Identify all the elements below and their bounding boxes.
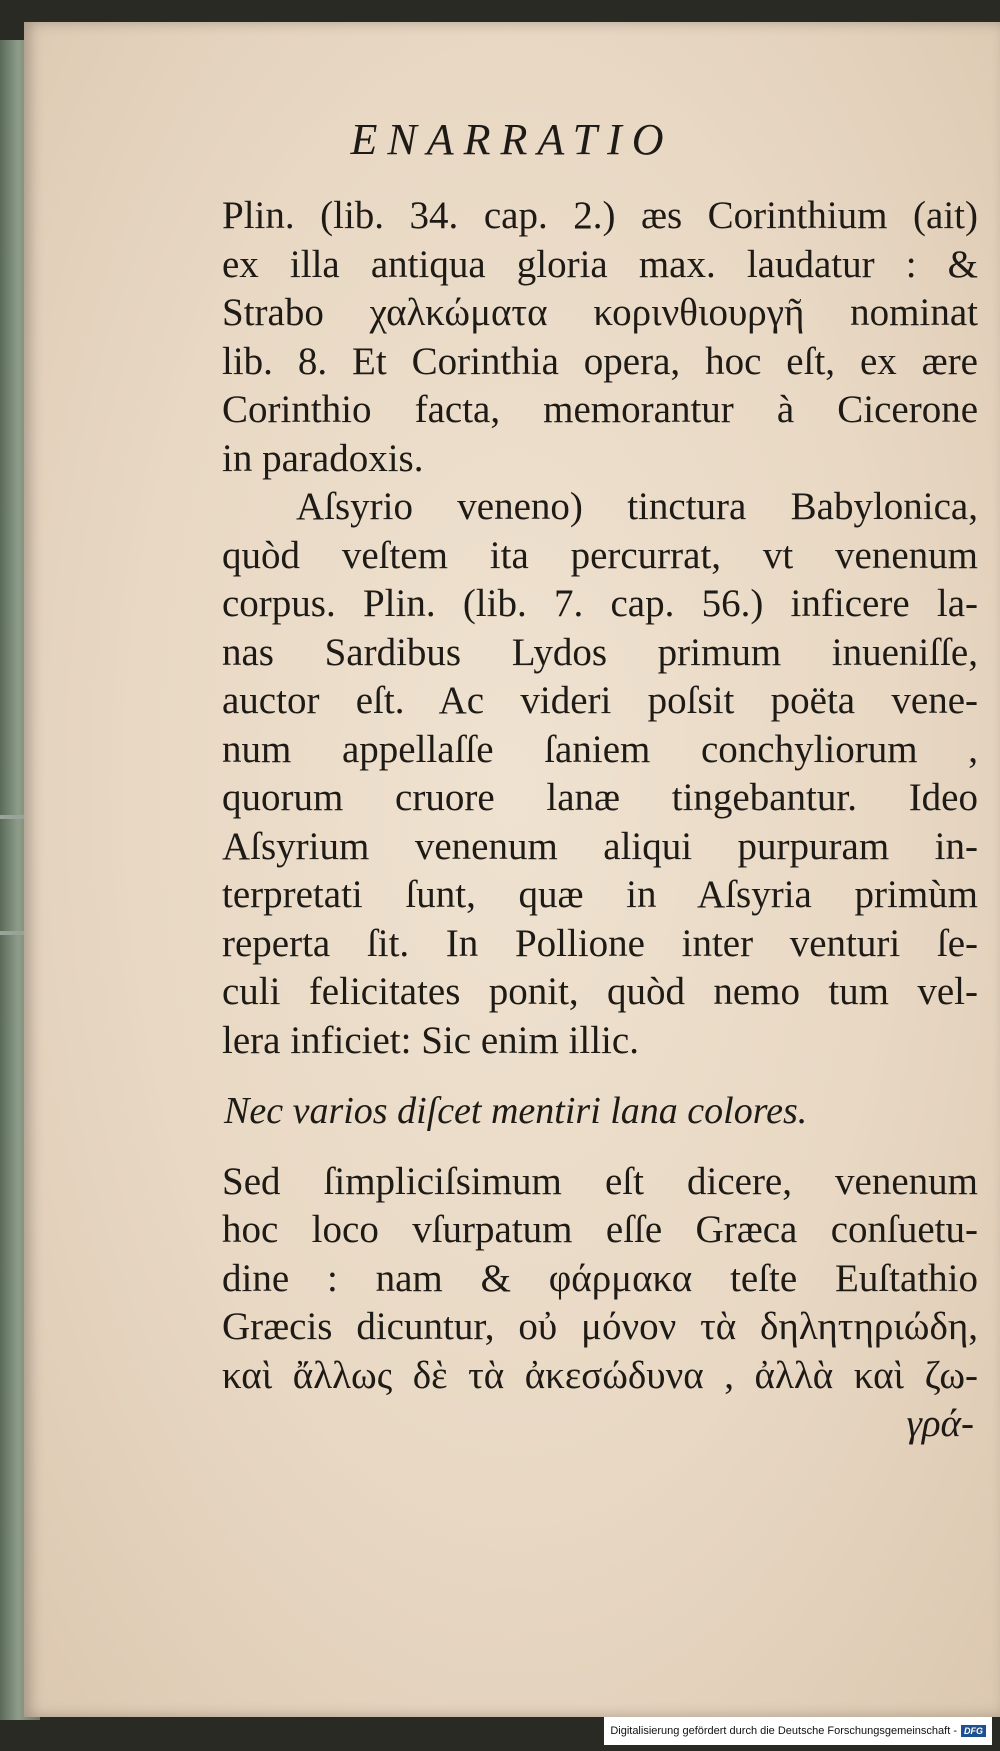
text-line: reperta ſit. In Pollione inter venturi ſe- xyxy=(222,921,978,965)
dfg-logo-icon: DFG xyxy=(961,1725,986,1737)
text-line: quòd veſtem ita percurrat, vt venenum xyxy=(222,533,978,577)
text-line: lib. 8. Et Corinthia opera, hoc eſt, ex ære xyxy=(222,339,978,383)
verse-quotation: Nec varios diſcet mentiri lana colores. xyxy=(224,1090,808,1132)
text-line: lera inficiet: Sic enim illic. xyxy=(222,1018,639,1062)
text-line: culi felicitates ponit, quòd nemo tum vel- xyxy=(222,970,978,1013)
text-line: in paradoxis. xyxy=(222,436,424,480)
text-line: Aſsyrium venenum aliqui purpuram in- xyxy=(222,824,978,868)
catchword: γρά- xyxy=(906,1402,974,1445)
text-line: καὶ ἄλλως δὲ τὰ ἀκεσώδυνα , ἀλλὰ καὶ ζω- xyxy=(222,1353,978,1397)
digitization-credit xyxy=(604,1717,992,1745)
page-text xyxy=(222,192,978,1449)
text-line: quorum cruore lanæ tingebantur. Ideo xyxy=(222,776,978,819)
text-line: terpretati ſunt, quæ in Aſsyria primùm xyxy=(222,873,978,916)
text-line: Corinthio facta, memorantur à Cicerone xyxy=(222,388,978,431)
text-line: hoc loco vſurpatum eſſe Græca conſuetu- xyxy=(222,1208,978,1251)
text-line: Plin. (lib. 34. cap. 2.) æs Corinthium (ait) xyxy=(222,194,978,237)
book-page xyxy=(24,22,1000,1717)
text-line: num appellaſſe ſaniem conchyliorum , xyxy=(222,727,978,771)
text-line: ex illa antiqua gloria max. laudatur : & xyxy=(222,242,978,286)
text-line: dine : nam & φάρμακα teſte Euſtathio xyxy=(222,1256,978,1300)
text-line: Aſsyrio veneno) tinctura Babylonica, xyxy=(296,485,978,528)
running-title: ENARRATIO xyxy=(350,115,674,164)
text-line: nas Sardibus Lydos primum inueniſſe, xyxy=(222,630,978,674)
text-line: corpus. Plin. (lib. 7. cap. 56.) inficere la- xyxy=(222,582,978,625)
text-line: Græcis dicuntur, οὐ μόνον τὰ δηλητηριώδη, xyxy=(222,1305,978,1348)
text-line: Sed ſimpliciſsimum eſt dicere, venenum xyxy=(222,1159,978,1203)
text-line: Strabo χαλκώματα κορινθιουργῆ nominat xyxy=(222,291,978,334)
credit-text: Digitalisierung gefördert durch die Deutsche Forschungsgemeinschaft - xyxy=(610,1725,957,1737)
text-line: auctor eſt. Ac videri poſsit poëta vene- xyxy=(222,679,978,722)
